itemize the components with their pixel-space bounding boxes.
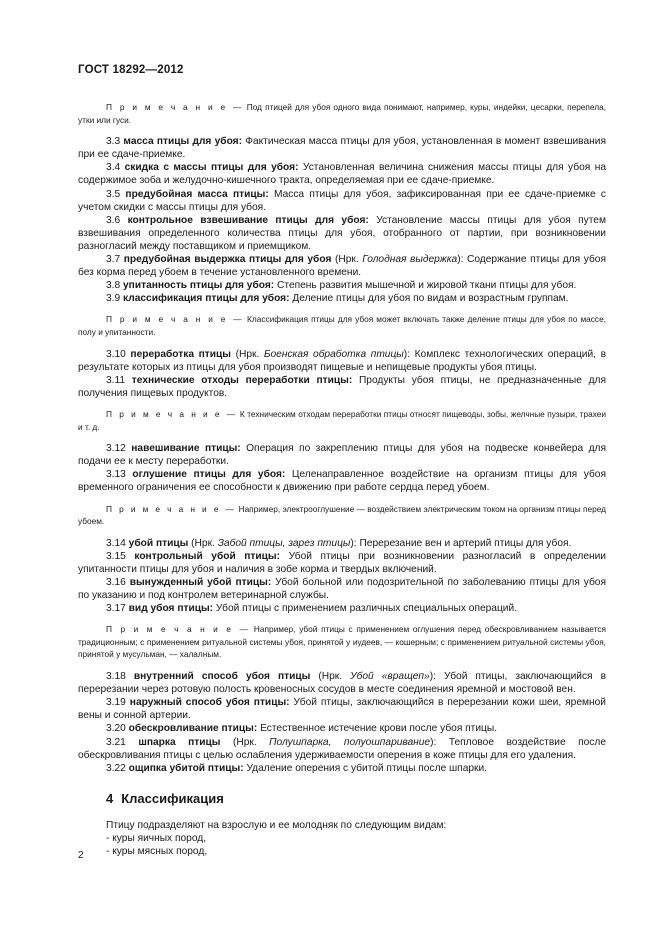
term-number: 3.15	[106, 550, 126, 562]
term-3-4	[78, 161, 606, 187]
term-number: 3.6	[106, 214, 121, 226]
term-title: скидка с массы птицы для убоя:	[124, 162, 299, 174]
note-3-2	[78, 101, 606, 126]
term-title: упитанность птицы для убоя:	[123, 280, 275, 292]
list-item: - куры мясных пород,	[106, 846, 208, 858]
note-3-11	[78, 408, 606, 433]
term-title: контрольное взвешивание птицы для убоя:	[127, 214, 369, 226]
term-definition: Убой птицы при возникновении разногласий в определении упитанности птицы для убоя и наличия в зобе корма и твердых включений.	[78, 550, 607, 575]
note-3-13	[78, 503, 606, 528]
term-definition: ): Комплекс технологических операций, в результате которых из птицы для убоя производят пищевые и непищевые продукты убоя птицы.	[78, 348, 606, 373]
note-3-17	[78, 623, 606, 661]
term-title: внутренний способ убоя птицы	[133, 671, 311, 683]
term-definition: Фактическая масса птицы для убоя, установленная в момент взвешивания при ее сдаче-приемке.	[78, 136, 606, 161]
term-definition: Убой больной или подозрительной по заболеванию птицы для убоя по указанию и под контролем ветеринарной службы.	[78, 577, 606, 602]
term-title: обескровливание птицы:	[128, 723, 258, 735]
term-definition: Убой птицы с применением различных специальных операций.	[213, 603, 518, 615]
term-title: вид убоя птицы:	[128, 603, 214, 615]
note-text: Под птицей для убоя одного вида понимают, например, куры, индейки, цесарки, перепела, утки или гуси.	[78, 102, 607, 125]
term-alternative: Полушпарка, полуошпаривание	[269, 736, 431, 748]
page-number: 2	[78, 850, 84, 861]
term-number: 3.22	[106, 762, 126, 774]
term-3-15	[78, 550, 606, 576]
term-definition: Продукты убоя птицы, не предназначенные для получения пищевых продуктов.	[78, 374, 606, 399]
term-title: навешивание птицы:	[131, 443, 241, 455]
term-3-22	[78, 762, 606, 775]
note-3-9	[78, 313, 606, 338]
document-header: ГОСТ 18292—2012	[78, 64, 184, 76]
term-3-18	[78, 670, 606, 696]
term-3-19	[78, 696, 606, 722]
term-3-20	[78, 722, 606, 735]
term-title: шпарка птицы	[138, 736, 221, 748]
section-heading	[106, 792, 606, 805]
term-number: 3.3	[106, 136, 121, 148]
term-abbr: (Нрк.	[331, 254, 363, 266]
term-title: убой птицы	[128, 537, 189, 549]
term-definition: ): Содержание птицы для убоя без корма перед убоем в течение установленного времени.	[78, 254, 606, 279]
term-number: 3.21	[106, 736, 126, 748]
term-number: 3.11	[106, 374, 126, 386]
term-3-7	[78, 253, 606, 279]
term-3-13	[78, 468, 606, 494]
term-definition: Масса птицы для убоя, зафиксированная при ее сдаче-приемке с учетом скидки с массы птицы для убоя.	[78, 188, 606, 213]
term-number: 3.13	[106, 469, 126, 481]
term-abbr: (Нрк.	[310, 671, 351, 683]
term-abbr: (Нрк.	[231, 348, 264, 360]
term-definition: ): Убой птицы, заключающийся в перерезании через ротовую полость кровеносных сосудов в месте соединения яремной и мостовой вен.	[78, 671, 607, 696]
note-text: Например, убой птицы с применением оглушения перед обескровливанием называется традиционным; с применением ритуальной системы убоя, принятой у иудеев, — кошерным; с применением ритуальной системы убоя, принятой у мусульман, — халалным.	[78, 624, 606, 660]
term-definition: Установление массы птицы для убоя путем взвешивания определенного количества птицы для убоя, отобранного от партии, при возникновении разногласий между поставщиком и приемщиком.	[78, 214, 606, 252]
term-3-12	[78, 442, 606, 468]
term-alternative: Боенская обработка птицы	[263, 348, 404, 360]
term-number: 3.12	[106, 443, 126, 455]
term-number: 3.20	[106, 723, 126, 735]
note-label: П р и м е ч а н и е —	[106, 314, 244, 325]
term-3-21	[78, 736, 606, 762]
term-3-10	[78, 348, 606, 374]
note-label: П р и м е ч а н и е —	[106, 624, 251, 635]
term-alternative: Голодная выдержка	[362, 254, 458, 266]
note-text: Например, электрооглушение — воздействием электрическим током на организм птицы перед убоем.	[78, 503, 606, 527]
term-abbr: (Нрк.	[188, 537, 218, 549]
term-definition: Естественное истечение крови после убоя птицы.	[257, 723, 498, 735]
term-title: предубойная выдержка птицы для убоя	[123, 254, 332, 266]
note-label: П р и м е ч а н и е —	[106, 408, 238, 419]
section-number: 4	[106, 790, 114, 806]
term-title: ощипка убитой птицы:	[128, 762, 244, 774]
term-title: наружный способ убоя птицы:	[129, 697, 290, 709]
term-number: 3.16	[106, 577, 126, 588]
term-title: переработка птицы	[130, 348, 231, 360]
term-title: классификация птицы для убоя:	[123, 293, 290, 305]
note-label: П р и м е ч а н и е —	[106, 503, 237, 514]
term-title: предубойная масса птицы:	[125, 188, 269, 200]
term-title: оглушение птицы для убоя:	[132, 469, 286, 481]
term-definition: ): Перерезание вен и артерий птицы для убоя.	[350, 537, 572, 549]
term-definition: ): Тепловое воздействие после обескровливания птицы с целью ослабления удерживаемости оперения в коже птицы для его удаления.	[78, 736, 606, 761]
term-number: 3.10	[106, 348, 126, 360]
list-item: - куры яичных пород,	[106, 833, 207, 844]
term-3-17	[78, 602, 606, 615]
classification-block	[78, 819, 606, 858]
classification-intro: Птицу подразделяют на взрослую и ее молодняк по следующим видам:	[106, 819, 447, 831]
document-body	[78, 93, 606, 858]
note-label: П р и м е ч а н и е —	[106, 102, 244, 112]
term-alternative: Забой птицы, зарез птицы	[217, 537, 351, 549]
term-title: технические отходы переработки птицы:	[131, 374, 353, 386]
term-3-16	[78, 576, 606, 602]
term-3-11	[78, 374, 606, 400]
term-definition: Установленная величина снижения массы птицы для убоя на содержимое зоба и желудочно-кишечного тракта, определяемая при ее сдаче-приемке.	[78, 162, 607, 187]
term-number: 3.4	[106, 162, 121, 174]
term-definition: Операция по закреплению птицы для убоя на подвеске конвейера для подачи ее к месту переработки.	[78, 443, 606, 468]
term-3-8	[78, 279, 606, 292]
term-definition: Удаление оперения с убитой птицы после шпарки.	[243, 762, 488, 774]
term-title: масса птицы для убоя:	[123, 136, 242, 148]
term-3-9	[78, 292, 606, 305]
term-definition: Степень развития мышечной и жировой ткани птицы для убоя.	[274, 280, 577, 292]
term-number: 3.5	[106, 188, 121, 200]
term-title: вынужденный убой птицы:	[129, 577, 272, 588]
term-definition: Деление птицы для убоя по видам и возрастным группам.	[289, 293, 569, 305]
term-number: 3.8	[106, 280, 121, 292]
term-3-6	[78, 214, 606, 253]
term-number: 3.17	[106, 603, 126, 615]
term-3-3	[78, 135, 606, 161]
note-text: Классификация птицы для убоя может включать также деление птицы для убоя по массе, полу и упитанности.	[78, 314, 607, 337]
term-3-14	[78, 537, 606, 550]
term-number: 3.9	[106, 293, 121, 305]
term-definition: Целенаправленное воздействие на организм птицы для убоя временного ограничения ее способности к движению при работе сердца перед убоем.	[78, 469, 606, 494]
term-number: 3.7	[106, 254, 121, 266]
section-title: Классификация	[121, 790, 224, 806]
term-definition: Убой птицы, заключающийся в перерезании кожи шеи, яремной вены и сонной артерии.	[78, 697, 606, 722]
term-number: 3.19	[106, 697, 126, 709]
term-number: 3.14	[106, 537, 126, 549]
note-text: К техническим отходам переработки птицы относят пищеводы, зобы, желчные пузыри, трахеи и т. д.	[78, 408, 606, 432]
term-abbr: (Нрк.	[220, 736, 270, 748]
term-alternative: Убой «вращеп»	[350, 671, 430, 683]
term-title: контрольный убой птицы:	[134, 550, 281, 562]
term-3-5	[78, 188, 606, 214]
term-number: 3.18	[106, 671, 126, 683]
